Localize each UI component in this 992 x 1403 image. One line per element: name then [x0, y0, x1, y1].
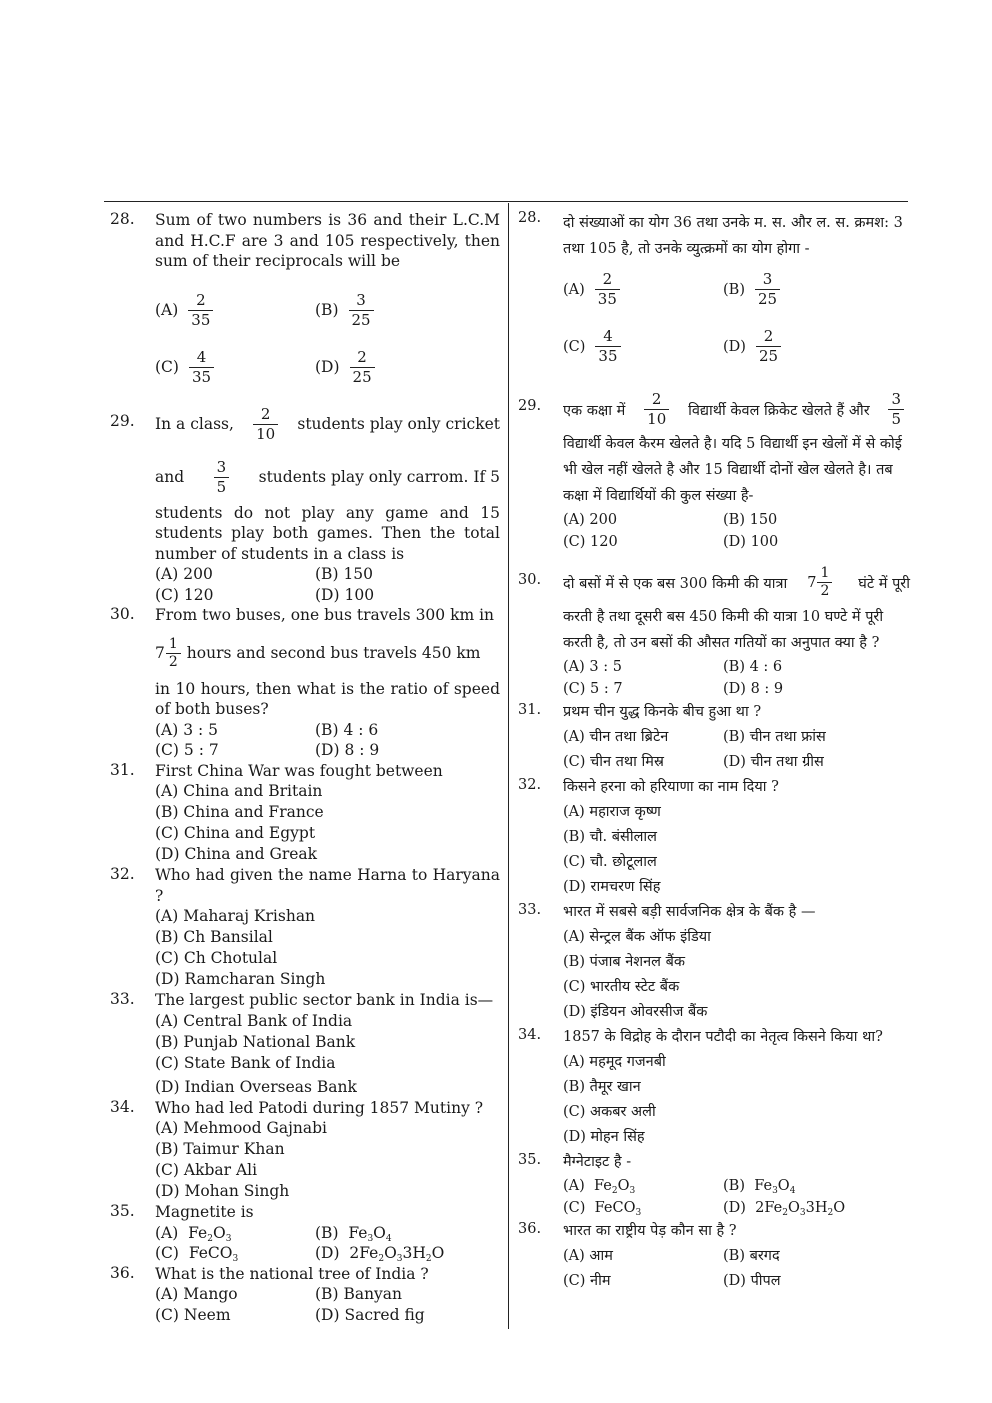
option-a: (A) Mehmood Gajnabi [155, 1119, 327, 1137]
question-31-hi [518, 700, 910, 775]
option-row [155, 564, 500, 585]
option-a: (A) 3 : 5 [155, 720, 219, 739]
option-d: (D) मोहन सिंह [563, 1129, 645, 1145]
option-d: (D) 100 [723, 534, 779, 550]
question-text: students do not play any game and 15 students play both games. Then the total number of students in a class is [155, 503, 500, 563]
question-number: 34. [518, 1027, 542, 1043]
option-row [155, 291, 500, 330]
option-d: (D) 8 : 9 [315, 741, 380, 759]
question-33-en [110, 990, 500, 1098]
option-c: (C) China and Egypt [155, 824, 316, 842]
option-row [155, 1243, 500, 1264]
option-row [155, 1223, 500, 1244]
option-row [563, 1244, 910, 1269]
option-row [563, 270, 910, 309]
question-text: दो बसों में से एक बस 300 किमी की यात्रा 7 $\frac{1}{2}$ घंटे में पूरी [563, 565, 910, 599]
option-b: (B) $\frac{3}{25}$ [315, 291, 475, 330]
question-number: 30. [518, 572, 542, 588]
option-d: (D) इंडियन ओवरसीज बैंक [563, 1004, 708, 1020]
option-c: (C) चौ. छोटूलाल [563, 854, 657, 870]
option-c: (C) भारतीय स्टेट बैंक [563, 979, 680, 995]
question-28-hi [518, 210, 910, 366]
option-row [563, 656, 910, 678]
option-a: (A) Maharaj Krishan [155, 907, 316, 925]
option-c: (C) अकबर अली [563, 1104, 656, 1120]
question-text: From two buses, one bus travels 300 km in [155, 606, 495, 624]
question-text: Who had given the name Harna to Haryana ? [155, 866, 500, 905]
question-number: 33. [518, 902, 542, 918]
option-c: (C) नीम [563, 1273, 611, 1289]
option-d: (D) Sacred fig [315, 1305, 425, 1324]
question-text: भारत में सबसे बड़ी सार्वजनिक क्षेत्र के बैंक है — [563, 904, 816, 920]
question-text: प्रथम चीन युद्ध किनके बीच हुआ था ? [563, 704, 762, 720]
option-b: (B) 150 [723, 512, 778, 528]
option-c: (C) $\frac{4}{35}$ [155, 348, 315, 387]
question-number: 28. [518, 210, 542, 226]
option-row [563, 509, 910, 531]
option-b: (B) $\frac{3}{25}$ [723, 270, 883, 309]
question-36-hi [518, 1219, 910, 1294]
option-row [563, 750, 910, 775]
option-a: (A) Mango [155, 1285, 238, 1303]
option-c: (C) Ch Chotulal [155, 949, 278, 967]
question-32-hi [518, 775, 910, 900]
english-column [110, 210, 500, 1325]
option-row [155, 585, 500, 606]
question-text: The largest public sector bank in India is— [155, 991, 494, 1009]
option-c: (C) 5 : 7 [563, 681, 623, 697]
question-33-hi [518, 900, 910, 1025]
question-text: and $\frac{3}{5}$ students play only carrom. If 5 [155, 457, 500, 496]
question-text: First China War was fought between [155, 761, 443, 780]
option-d: (D) $2Fe_2O_33H_2O$ [315, 1244, 445, 1264]
question-29-en [110, 405, 500, 606]
option-row [155, 1305, 500, 1326]
question-text: Sum of two numbers is 36 and their L.C.M and H.C.F are 3 and 105 respectively, then sum of their reciprocals will be [155, 211, 500, 270]
question-31-en [110, 761, 500, 866]
option-a: (A) Central Bank of India [155, 1011, 353, 1030]
question-34-hi [518, 1025, 910, 1150]
question-number: 32. [518, 777, 542, 793]
hindi-column [518, 210, 910, 1294]
option-a: (A) $Fe_2O_3$ [155, 1223, 232, 1244]
option-c: (C) 120 [155, 585, 214, 604]
option-d: (D) $\frac{2}{25}$ [723, 327, 883, 366]
question-number: 35. [110, 1202, 135, 1220]
option-c: (C) FeCO$_3$ [155, 1244, 239, 1264]
top-rule [104, 201, 908, 202]
option-c: (C) State Bank of India [155, 1053, 336, 1072]
option-row [563, 1175, 910, 1197]
option-a: (A) $\frac{2}{35}$ [155, 291, 315, 330]
question-36-en [110, 1264, 500, 1326]
option-row [563, 327, 910, 366]
question-number: 29. [518, 398, 542, 414]
option-row [563, 1269, 910, 1294]
question-text: 1857 के विद्रोह के दौरान पटौदी का नेतृत्व किसने किया था? [563, 1029, 883, 1045]
option-a: (A) चीन तथा ब्रिटेन [563, 729, 669, 745]
question-text: करती है तथा दूसरी बस 450 किमी की यात्रा 10 घण्टे में पूरी करती है, तो उन बसों की औसत गतियों का अनुपात क्या है ? [563, 609, 884, 651]
question-text: एक कक्षा में $\frac{2}{10}$ विद्यार्थी केवल क्रिकेट खेलते हैं और $\frac{3}{5}$ [563, 390, 910, 429]
option-a: (A) आम [563, 1248, 613, 1264]
option-c: (C) चीन तथा मिस्र [563, 754, 664, 770]
option-c: (C) 5 : 7 [155, 741, 219, 759]
option-d: (D) China and Greak [155, 845, 318, 863]
option-c: (C) 120 [563, 534, 618, 550]
question-number: 30. [110, 605, 135, 623]
question-number: 36. [110, 1263, 135, 1282]
question-30-hi [518, 565, 910, 700]
question-text: In a class, $\frac{2}{10}$ students play only cricket [155, 404, 500, 443]
option-b: (B) 4 : 6 [315, 720, 379, 739]
question-34-en [110, 1098, 500, 1203]
option-row [563, 725, 910, 750]
question-number: 31. [518, 702, 542, 718]
option-a: (A) $\frac{2}{35}$ [563, 270, 723, 309]
option-a: (A) $Fe_2O_3$ [563, 1178, 636, 1196]
question-text: विद्यार्थी केवल कैरम खेलते है। यदि 5 विद्यार्थी इन खेलों में से कोई भी खेल नहीं खेलते है और 15 विद्यार्थी दोनों खेल खेलते है। तब कक्षा में विद्यार्थियों की कुल संख्या है- [563, 436, 902, 504]
column-divider [508, 203, 509, 1329]
question-text: Magnetite is [155, 1203, 254, 1221]
option-a: (A) सेन्ट्रल बैंक ऑफ इंडिया [563, 929, 711, 945]
option-b: (B) चीन तथा फ्रांस [723, 729, 826, 745]
question-29-hi [518, 390, 910, 553]
question-number: 28. [110, 210, 135, 228]
option-a: (A) 200 [563, 512, 618, 528]
option-b: (B) China and France [155, 803, 324, 821]
question-text: Who had led Patodi during 1857 Mutiny ? [155, 1098, 484, 1117]
option-b: (B) Banyan [315, 1285, 403, 1303]
option-b: (B) पंजाब नेशनल बैंक [563, 954, 686, 970]
option-d: (D) Indian Overseas Bank [155, 1077, 357, 1096]
option-row [155, 1284, 500, 1305]
option-row [563, 678, 910, 700]
option-d: (D) पीपल [723, 1273, 781, 1289]
option-c: (C) Neem [155, 1305, 231, 1324]
option-d: (D) रामचरण सिंह [563, 879, 661, 895]
option-row [155, 348, 500, 387]
question-32-en [110, 865, 500, 990]
option-d: (D) $2Fe_2O_33H_2O$ [723, 1200, 846, 1218]
option-b: (B) Punjab National Bank [155, 1032, 356, 1051]
option-c: (C) Akbar Ali [155, 1161, 258, 1179]
option-a: (A) महमूद गजनबी [563, 1054, 666, 1070]
option-a: (A) महाराज कृष्ण [563, 804, 661, 820]
question-number: 34. [110, 1097, 135, 1116]
option-d: (D) $\frac{2}{25}$ [315, 348, 475, 387]
option-c: (C) FeCO$_3$ [563, 1200, 642, 1218]
question-text: in 10 hours, then what is the ratio of speed of both buses? [155, 679, 500, 718]
option-b: (B) तैमूर खान [563, 1079, 641, 1095]
question-30-en [110, 605, 500, 761]
option-c: (C) $\frac{4}{35}$ [563, 327, 723, 366]
question-text: मैग्नेटाइट है - [563, 1154, 632, 1170]
option-b: (B) Ch Bansilal [155, 928, 273, 946]
option-b: (B) बरगद [723, 1248, 780, 1264]
question-number: 36. [518, 1221, 542, 1237]
question-35-hi [518, 1150, 910, 1219]
option-row [155, 740, 500, 761]
option-row [563, 531, 910, 553]
option-row [155, 720, 500, 741]
option-row [563, 1197, 910, 1219]
question-text: भारत का राष्ट्रीय पेड़ कौन सा है ? [563, 1223, 737, 1239]
option-d: (D) Mohan Singh [155, 1182, 290, 1200]
option-d: (D) 8 : 9 [723, 681, 784, 697]
question-number: 31. [110, 760, 135, 779]
question-text: दो संख्याओं का योग 36 तथा उनके म. स. और ल. स. क्रमश: 3 तथा 105 है, तो उनके व्युत्क्रमों का योग होगा - [563, 215, 903, 257]
option-b: (B) $Fe_3O_4$ [315, 1223, 392, 1244]
question-number: 29. [110, 411, 135, 430]
question-number: 32. [110, 865, 135, 883]
question-text: किसने हरना को हरियाणा का नाम दिया ? [563, 779, 779, 795]
question-number: 35. [518, 1152, 542, 1168]
option-a: (A) China and Britain [155, 782, 323, 800]
option-a: (A) 3 : 5 [563, 659, 622, 675]
option-b: (B) 4 : 6 [723, 659, 783, 675]
question-text: 7 $\frac{1}{2}$ hours and second bus travels 450 km [155, 635, 481, 670]
option-d: (D) Ramcharan Singh [155, 970, 326, 988]
question-text: What is the national tree of India ? [155, 1264, 429, 1283]
option-d: (D) चीन तथा ग्रीस [723, 754, 824, 770]
option-b: (B) 150 [315, 565, 374, 583]
option-b: (B) चौ. बंसीलाल [563, 829, 658, 845]
question-number: 33. [110, 990, 135, 1008]
question-35-en [110, 1202, 500, 1264]
option-d: (D) 100 [315, 585, 375, 604]
question-28-en [110, 210, 500, 387]
option-a: (A) 200 [155, 565, 213, 583]
option-b: (B) $Fe_3O_4$ [723, 1178, 796, 1196]
option-b: (B) Taimur Khan [155, 1140, 285, 1158]
